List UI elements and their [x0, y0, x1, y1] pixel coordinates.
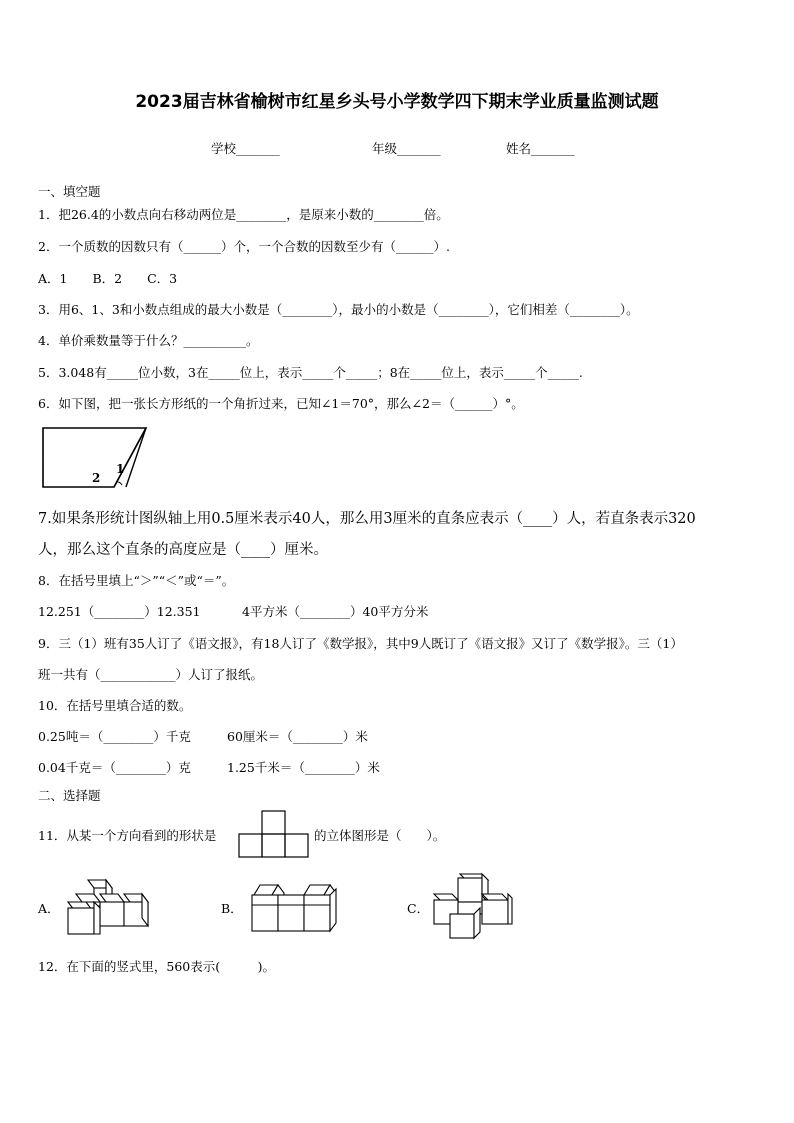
view-shape-figure — [238, 810, 310, 858]
question-8-part-a: 12.251（________）12.351 — [38, 604, 201, 619]
question-7-line-1: 7.如果条形统计图纵轴上用0.5厘米表示40人，那么用3厘米的直条应表示（____）人，若直条表示320 — [38, 511, 696, 527]
question-5: 5．3.048有_____位小数，3在_____位上，表示_____个_____；8在_____位上，表示_____个_____. — [38, 365, 583, 380]
question-2-options: A．1 B．2 C．3 — [38, 271, 178, 286]
option-a-label: A． — [38, 901, 60, 916]
question-3: 3．用6、1、3和小数点组成的最大小数是（________），最小的小数是（________），它们相差（________）。 — [38, 302, 639, 317]
question-9-line-1: 9．三（1）班有35人订了《语文报》，有18人订了《数学报》，其中9人既订了《语文报》又订了《数学报》。三（1） — [38, 636, 683, 651]
option-b-cubes — [250, 883, 340, 933]
question-2: 2．一个质数的因数只有（______）个，一个合数的因数至少有（______）. — [38, 239, 450, 254]
name-field: 姓名_______ — [506, 141, 575, 156]
question-11-suffix: 的立体图形是（ ）。 — [314, 828, 446, 843]
question-10-part-d: 1.25千米＝（________）米 — [227, 760, 380, 775]
folded-paper-figure — [42, 427, 152, 489]
question-11-prefix: 11．从某一个方向看到的形状是 — [38, 828, 217, 843]
angle-1-label: 1 — [116, 462, 125, 476]
angle-2-label: 2 — [92, 471, 101, 485]
question-8: 8．在括号里填上“＞”“＜”或“＝”。 — [38, 573, 235, 588]
question-9-line-2: 班一共有（____________）人订了报纸。 — [38, 667, 264, 682]
option-c-cubes — [432, 872, 514, 942]
question-10-part-c: 0.04千克＝（________）克 — [38, 760, 191, 775]
question-8-part-b: 4平方米（________）40平方分米 — [242, 604, 429, 619]
grade-field: 年级_______ — [372, 141, 441, 156]
section-choice-heading: 二、选择题 — [38, 788, 101, 803]
question-10: 10．在括号里填合适的数。 — [38, 698, 192, 713]
question-10-part-b: 60厘米＝（________）米 — [227, 729, 368, 744]
question-6: 6．如下图，把一张长方形纸的一个角折过来，已知∠1＝70°，那么∠2＝（______）°。 — [38, 396, 524, 411]
question-1: 1．把26.4的小数点向右移动两位是________，是原来小数的________倍。 — [38, 207, 449, 222]
option-b-label: B． — [221, 901, 243, 916]
option-a-cubes — [66, 878, 156, 938]
page-title: 2023届吉林省榆树市红星乡头号小学数学四下期末学业质量监测试题 — [135, 92, 659, 112]
question-4: 4．单价乘数量等于什么？__________。 — [38, 333, 259, 348]
question-12: 12．在下面的竖式里，560表示( )。 — [38, 959, 276, 974]
section-fill-blank-heading: 一、填空题 — [38, 184, 101, 199]
question-10-part-a: 0.25吨＝（________）千克 — [38, 729, 191, 744]
question-7-line-2: 人，那么这个直条的高度应是（____）厘米。 — [38, 542, 328, 558]
school-field: 学校_______ — [211, 141, 280, 156]
option-c-label: C． — [407, 901, 430, 916]
